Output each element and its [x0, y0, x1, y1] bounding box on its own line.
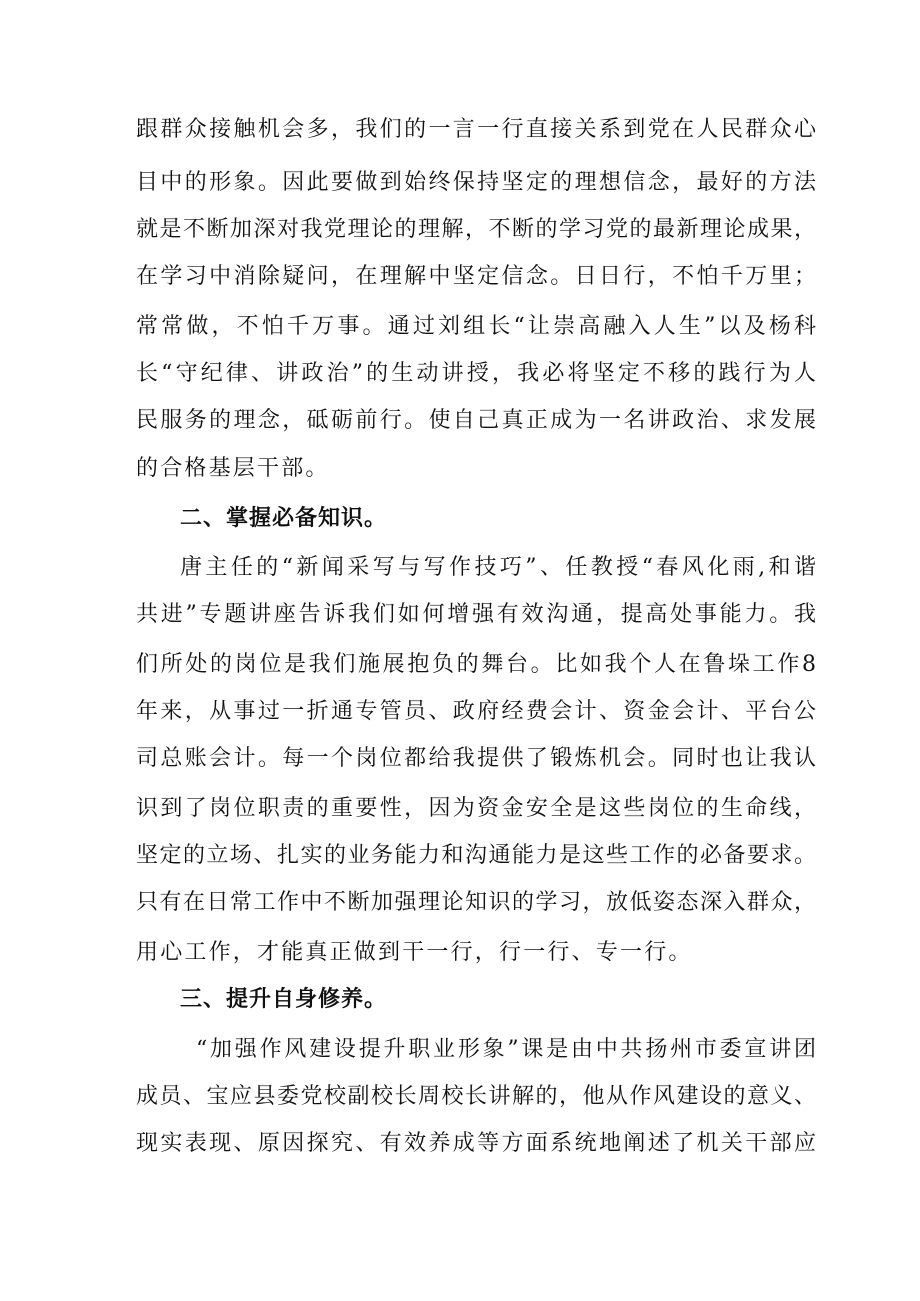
paragraph-1-line-2: 目中的形象。因此要做到始终保持坚定的理想信念，最好的方法	[136, 170, 816, 195]
paragraph-2-line-1: 唐主任的“新闻采写与写作技巧”、任教授“春风化雨,和谐	[180, 555, 816, 580]
paragraph-2-line-8: 只有在日常工作中不断加强理论知识的学习，放低姿态深入群众，	[136, 890, 816, 915]
paragraph-1-line-5: 常常做，不怕千万事。通过刘组长“让崇高融入人生”以及杨科	[136, 314, 816, 339]
paragraph-1-line-4: 在学习中消除疑问，在理解中坚定信念。日日行，不怕千万里；	[136, 264, 816, 289]
paragraph-1-line-1: 跟群众接触机会多，我们的一言一行直接关系到党在人民群众心	[136, 117, 816, 142]
paragraph-3-line-3: 现实表现、原因探究、有效养成等方面系统地阐述了机关干部应	[136, 1131, 816, 1156]
paragraph-2-line-3: 们所处的岗位是我们施展抱负的舞台。比如我个人在鲁垛工作8	[136, 652, 816, 677]
paragraph-2-line-7: 坚定的立场、扎实的业务能力和沟通能力是这些工作的必备要求。	[136, 843, 816, 868]
paragraph-3-line-2: 成员、宝应县委党校副校长周校长讲解的，他从作风建设的意义、	[136, 1084, 816, 1109]
section-heading-3: 三、提升自身修养。	[180, 987, 388, 1012]
paragraph-1-line-8: 的合格基层干部。	[136, 456, 330, 481]
paragraph-2-line-5: 司总账会计。每一个岗位都给我提供了锻炼机会。同时也让我认	[136, 746, 816, 771]
paragraph-3-line-1: “加强作风建设提升职业形象”课是由中共扬州市委宣讲团	[196, 1037, 816, 1062]
paragraph-2-line-2: 共进”专题讲座告诉我们如何增强有效沟通，提高处事能力。我	[136, 602, 816, 627]
paragraph-2-line-6: 识到了岗位职责的重要性，因为资金安全是这些岗位的生命线，	[136, 796, 816, 821]
paragraph-2-line-4: 年来，从事过一折通专管员、政府经费会计、资金会计、平台公	[136, 699, 816, 724]
paragraph-2-line-9: 用心工作，才能真正做到干一行，行一行、专一行。	[136, 940, 693, 965]
section-heading-2: 二、掌握必备知识。	[180, 506, 388, 531]
paragraph-1-line-3: 就是不断加深对我党理论的理解，不断的学习党的最新理论成果，	[136, 217, 816, 242]
paragraph-1-line-6: 长“守纪律、讲政治”的生动讲授，我必将坚定不移的践行为人	[136, 361, 816, 386]
paragraph-1-line-7: 民服务的理念，砥砺前行。使自己真正成为一名讲政治、求发展	[136, 408, 816, 433]
